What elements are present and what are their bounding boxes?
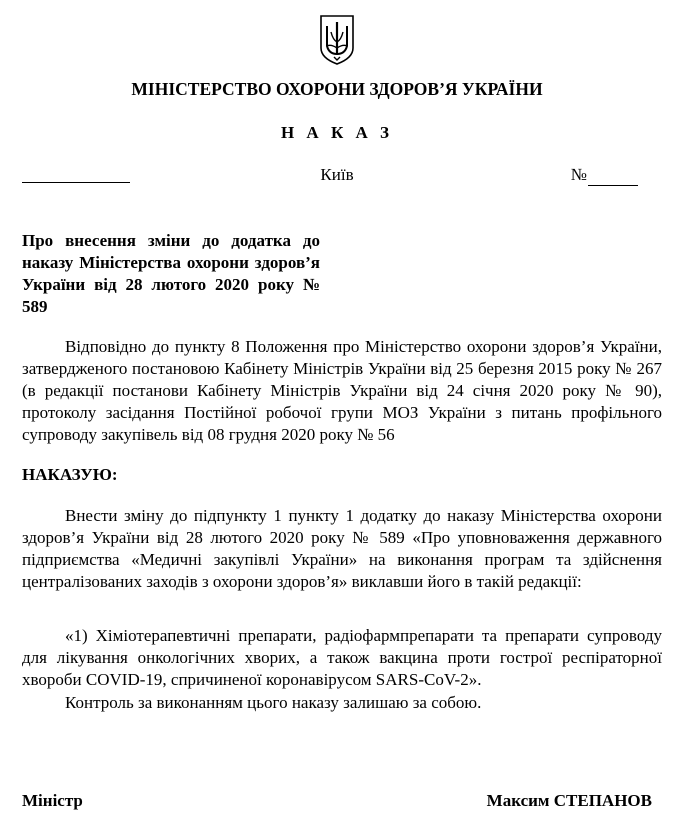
- number-label: №: [570, 165, 587, 184]
- order-paragraph-1: Внести зміну до підпункту 1 пункту 1 додатку до наказу Міністерства охорони здоров’я України від 28 лютого 2020 року № 589 «Про уповноваження державного підприємства «Медичні закупівлі України» на виконання програм та здійснення централізованих заходів з охорони здоров’я» виклавши його в такій редакції:: [22, 506, 662, 591]
- signatory-name: Максим СТЕПАНОВ: [486, 791, 652, 810]
- order-subject: Про внесення зміни до додатка до наказу Міністерства охорони здоров’я України від 28 лютого 2020 року № 589: [22, 231, 320, 316]
- ministry-title: МІНІСТЕРСТВО ОХОРОНИ ЗДОРОВ’Я УКРАЇНИ: [131, 79, 543, 99]
- order-paragraph-2: «1) Хіміотерапевтичні препарати, радіофармпрепарати та препарати супроводу для лікування онкологічних хворих, а також вакцина проти гострої респіраторної хвороби COVID-19, спричиненої коронавірусом SARS-CoV-2».: [22, 626, 662, 689]
- signatory-position: Міністр: [22, 791, 83, 810]
- order-word: НАКАЗУЮ:: [22, 465, 118, 484]
- city-label: Київ: [320, 165, 354, 184]
- trident-coat-of-arms-icon: [319, 14, 355, 66]
- number-blank-line: [588, 167, 638, 186]
- order-title: Н А К А З: [280, 123, 394, 142]
- preamble-paragraph: Відповідно до пункту 8 Положення про Міністерство охорони здоров’я України, затвердженого постановою Кабінету Міністрів України від 25 березня 2015 року № 267 (в редакції постанови Кабінету Міністрів України від 24 січня 2020 року № 90), протоколу засідання Постійної робочої групи МОЗ України з питань профільного супроводу закупівель від 08 грудня 2020 року № 56: [22, 337, 662, 444]
- order-number-field: [571, 164, 638, 186]
- order-paragraph-3: Контроль за виконанням цього наказу залишаю за собою.: [65, 693, 482, 712]
